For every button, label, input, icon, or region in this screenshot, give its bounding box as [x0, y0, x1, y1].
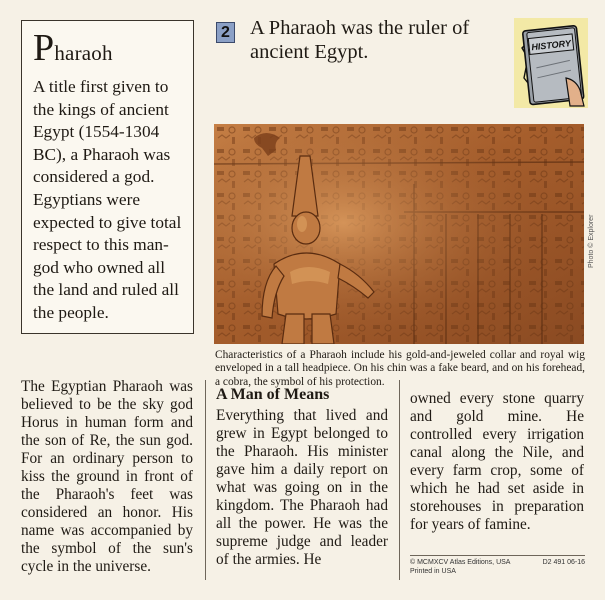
body-column-2: Everything that lived and grew in Egypt belonged to the Pharaoh. His minister gave him a daily report on what was going on in the kingdom. The Pharaoh had all the power. He was the supreme judge and leader of the armies. He	[216, 407, 388, 568]
copyright-text: © MCMXCV Atlas Editions, USA	[410, 559, 511, 566]
definition-box	[21, 20, 194, 334]
footer-rule	[410, 555, 585, 556]
card-number-badge: 2	[216, 22, 235, 43]
title-rest: haraoh	[54, 41, 113, 65]
photo-caption: Characteristics of a Pharaoh include his gold-and-jeweled collar and royal wig enveloped in a tall headpiece. On his chin was a fake beard, and on his forehead, a cobra, the symbol of his protection.	[215, 349, 585, 388]
history-label: HISTORY	[530, 38, 572, 53]
footer	[410, 558, 585, 576]
definition-title	[33, 27, 182, 69]
history-book-icon	[514, 18, 588, 108]
section-subhead: A Man of Means	[216, 386, 330, 403]
body-column-3: owned every stone quarry and gold mine. He controlled every irrigation canal along the Nile, and every farm crop, some of which he had set aside in storehouses in preparation for years of famine.	[410, 390, 584, 533]
column-divider-left	[205, 380, 206, 580]
definition-text: A title first given to the kings of ancient Egypt (1554-1304 BC), a Pharaoh was considered a god. Egyptians were expected to give total respect to this man-god who owned all the land and ruled all the people.	[33, 77, 182, 322]
photo-credit: Photo © Explorer	[588, 214, 595, 268]
card-code: D2 491 06-16	[542, 559, 585, 566]
card-headline: A Pharaoh was the ruler of ancient Egypt.	[250, 17, 470, 63]
printed-text: Printed in USA	[410, 568, 456, 575]
column-divider-right	[399, 380, 400, 580]
title-initial: P	[33, 27, 55, 69]
pharaoh-relief-photo	[214, 124, 584, 344]
body-column-1: The Egyptian Pharaoh was believed to be the sky god Horus in human form and the son of Re, the sun god. For an ordinary person to kiss the ground in front of the Pharaoh's feet was considered an honor. His name was accompanied by the symbol of the sun's cycle in the universe.	[21, 378, 193, 575]
